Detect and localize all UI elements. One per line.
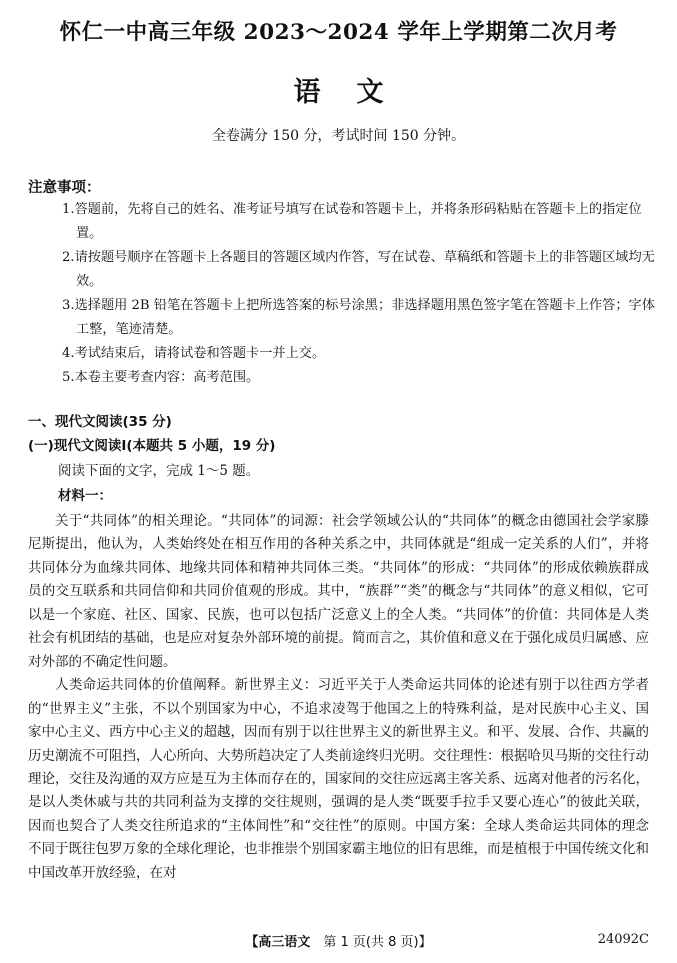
note-item-5: 5.本卷主要考查内容：高考范围。 xyxy=(62,370,260,385)
paper-code: 24092C xyxy=(597,932,649,947)
note-item-2: 2.请按题号顺序在答题卡上各题目的答题区域内作答，写在试卷、草稿纸和答题卡上的非答题区域均无效。 xyxy=(62,250,655,289)
passage-paragraph-2: 人类命运共同体的价值阐释。新世界主义：习近平关于人类命运共同体的论述有别于以往西方学者的“世界主义”主张，不以个别国家为中心，不追求凌驾于他国之上的特殊利益，是对民族中心主义、国家中心主义、西方中心主义的超越，因而有别于以往世界主义的新世界主义。和平、发展、合作、共赢的历史潮流不可阻挡，人心所向、大势所趋决定了人类前途终归光明。交往理性：根据哈贝马斯的交往行动理论，交往及沟通的双方应是互为主体而存在的，国家间的交往应远离主客关系、远离对他者的污名化，是以人类休戚与共的共同利益为支撑的交往规则，强调的是人类“既要手拉手又要心连心”的彼此关联，因而也契合了人类交往所追求的“主体间性”和“交往性”的原则。中国方案：全球人类命运共同体的理念不同于既往包罗万象的全球化理论，也非推崇个别国家霸主地位的旧有思维，而是植根于中国传统文化和中国改革开放经验，在对 xyxy=(28,677,649,881)
passage xyxy=(28,510,649,885)
subject-title: 语文 xyxy=(293,77,420,108)
note-item-3: 3.选择题用 2B 铅笔在答题卡上把所选答案的标号涂黑；非选择题用黑色签字笔在答题卡上作答；字体工整，笔迹清楚。 xyxy=(62,298,655,337)
footer-page-number: 第 1 页(共 8 页)】 xyxy=(323,935,432,950)
passage-paragraph-1: 关于“共同体”的相关理论。“共同体”的词源：社会学领域公认的“共同体”的概念由德国社会学家滕尼斯提出，他认为，人类始终处在相互作用的各种关系之中，共同体就是“组成一定关系的人们”，并将共同体分为血缘共同体、地缘共同体和精神共同体三类。“共同体”的形成：“共同体”的形成依赖族群成员的交互联系和共同信仰和共同价值观的形成。其中，“族群”“类”的概念与“共同体”的意义相似，它可以是一个家庭、社区、国家、民族，也可以包括广泛意义上的全人类。“共同体”的价值：共同体是人类社会有机团结的基础，也是应对复杂外部环境的前提。简而言之，其价值和意义在于强化成员归属感、应对外部的不确定性问题。 xyxy=(28,513,649,670)
notes-list xyxy=(62,198,662,390)
footer-label: 【高三语文 xyxy=(245,935,311,950)
section-heading: 一、现代文阅读(35 分) xyxy=(28,414,172,430)
page-footer xyxy=(0,931,677,950)
material-label: 材料一： xyxy=(58,488,112,504)
notes-title: 注意事项： xyxy=(28,180,101,196)
section-subheading: (一)现代文阅读Ⅰ(本题共 5 小题，19 分) xyxy=(28,438,276,454)
note-item-4: 4.考试结束后，请将试卷和答题卡一并上交。 xyxy=(62,346,326,361)
reading-instruction: 阅读下面的文字，完成 1～5 题。 xyxy=(58,463,260,479)
score-note: 全卷满分 150 分，考试时间 150 分钟。 xyxy=(211,128,466,144)
note-item-1: 1.答题前，先将自己的姓名、准考证号填写在试卷和答题卡上，并将条形码粘贴在答题卡上的指定位置。 xyxy=(62,202,642,241)
exam-title: 怀仁一中高三年级 2023～2024 学年上学期第二次月考 xyxy=(59,20,618,45)
